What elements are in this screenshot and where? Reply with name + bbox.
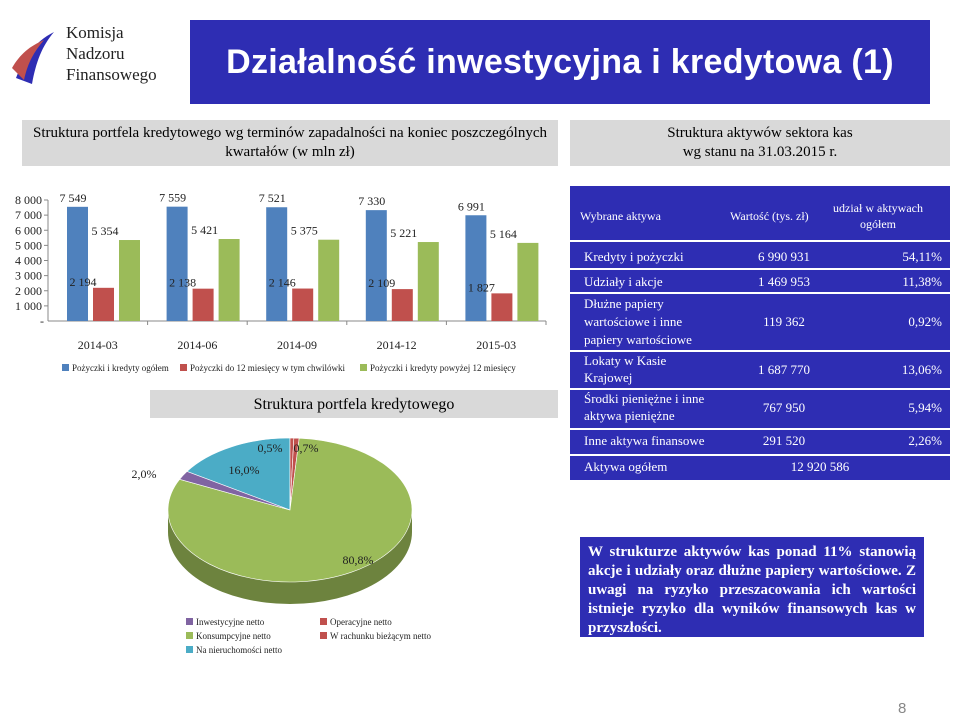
summary-text: W strukturze aktywów kas ponad 11% stanowią akcje i udziały oraz dłużne papiery wartościowe. Z uwagi na ryzyko przeszacowania ich wartości istnieje ryzyko dla wyników finansowych kas w przyszłości. <box>588 544 916 636</box>
bar-data-label: 7 521 <box>258 191 286 206</box>
row-3-value: 119 362 <box>763 314 805 329</box>
bar <box>292 289 313 321</box>
bar-data-label: 2 194 <box>69 274 97 289</box>
credit-portfolio-heading <box>22 120 558 166</box>
bar <box>219 239 240 321</box>
row-6-share: 2,26% <box>908 433 942 448</box>
bar <box>366 210 387 321</box>
legend-swatch <box>186 618 193 625</box>
legend-swatch <box>360 364 367 371</box>
y-tick-label: 8 000 <box>15 193 42 207</box>
bar-data-label: 6 991 <box>457 199 485 214</box>
legend-swatch <box>62 364 69 371</box>
row-4-name-line-1: Lokaty w Kasie <box>584 353 667 368</box>
bar-data-label: 7 549 <box>59 190 87 205</box>
y-tick-label: 3 000 <box>15 268 42 283</box>
y-tick-label: 6 000 <box>15 223 42 238</box>
table-divider <box>570 240 950 242</box>
legend-label: Pożyczki i kredyty powyżej 12 miesięcy <box>370 363 516 373</box>
legend-swatch <box>180 364 187 371</box>
legend-label: Konsumpcyjne netto <box>196 631 271 641</box>
page-title: Działalność inwestycyjna i kredytowa (1) <box>226 42 894 81</box>
bar <box>193 289 214 321</box>
bar-data-label: 7 559 <box>159 190 187 205</box>
legend-label: Pożyczki i kredyty ogółem <box>72 363 169 373</box>
row-5-value: 767 950 <box>762 400 806 415</box>
row-3-share: 0,92% <box>908 314 942 329</box>
logo-line-1: Komisja <box>66 23 124 42</box>
row-2-name: Udziały i akcje <box>584 274 663 289</box>
pie-chart-title-text: Struktura portfela kredytowego <box>253 395 455 413</box>
pie-chart-title <box>150 390 558 418</box>
table-divider <box>570 350 950 352</box>
y-tick-label: 2 000 <box>15 283 42 298</box>
row-7-value: 12 920 586 <box>790 459 850 474</box>
y-tick-label: 4 000 <box>15 253 42 268</box>
table-header-assets: Wybrane aktywa <box>580 209 661 223</box>
table-header-share: udział w aktywach ogółem <box>833 201 923 231</box>
table-divider <box>570 428 950 430</box>
bar-data-label: 5 221 <box>390 226 418 241</box>
bar-data-label: 5 375 <box>290 223 318 238</box>
legend-label: Inwestycyjne netto <box>196 617 265 627</box>
bar <box>266 207 287 321</box>
row-1-value: 6 990 931 <box>758 249 810 264</box>
bar <box>167 207 188 321</box>
x-tick-label: 2014-09 <box>277 338 317 352</box>
bar <box>465 215 486 321</box>
bar <box>418 242 439 321</box>
row-2-share: 11,38% <box>902 274 942 289</box>
bar <box>119 240 140 321</box>
credit-portfolio-heading-text: Struktura portfela kredytowego wg terminów zapadalności na koniec poszczególnych kwartałów (w mln zł) <box>33 125 547 160</box>
bar-data-label: 5 421 <box>191 223 219 238</box>
knf-logo-icon <box>10 28 62 88</box>
row-3-name-line-2: wartościowe i inne <box>584 314 683 329</box>
bar-data-label: 5 164 <box>489 226 517 241</box>
bar-data-label: 7 330 <box>358 194 386 209</box>
row-1-name: Kredyty i pożyczki <box>584 249 684 264</box>
y-tick-label: 7 000 <box>15 208 42 223</box>
legend-label: Pożyczki do 12 miesięcy w tym chwilówki <box>190 363 345 373</box>
pie-data-label: 2,0% <box>131 467 157 481</box>
bar <box>392 289 413 321</box>
table-divider <box>570 454 950 456</box>
title-bar <box>190 20 930 104</box>
bar <box>67 207 88 321</box>
row-6-name: Inne aktywa finansowe <box>584 433 705 448</box>
y-tick-label: 5 000 <box>15 238 42 253</box>
bar <box>517 243 538 321</box>
table-divider <box>570 268 950 270</box>
legend-swatch <box>320 632 327 639</box>
y-tick-label: 1 000 <box>15 298 42 313</box>
bar <box>491 293 512 321</box>
credit-maturity-bar-chart <box>0 180 560 390</box>
y-tick-label: - <box>40 314 44 328</box>
row-4-name-line-2: Krajowej <box>584 370 633 385</box>
row-2-value: 1 469 953 <box>758 274 810 289</box>
row-4-value: 1 687 770 <box>758 362 810 377</box>
pie-data-label: 16,0% <box>228 463 260 477</box>
bar-data-label: 2 146 <box>268 275 296 290</box>
row-5-name-line-1: Środki pieniężne i inne <box>584 391 705 406</box>
assets-heading-line-2: wg stanu na 31.03.2015 r. <box>682 144 838 160</box>
bar-data-label: 2 109 <box>368 276 396 291</box>
row-6-value: 291 520 <box>762 433 806 448</box>
row-4-share: 13,06% <box>901 362 942 377</box>
x-tick-label: 2015-03 <box>476 338 517 352</box>
page-number: 8 <box>898 700 907 717</box>
legend-label: W rachunku bieżącym netto <box>330 631 432 641</box>
row-5-name-line-2: aktywa pieniężne <box>584 408 675 423</box>
bar <box>93 288 114 321</box>
bar-data-label: 5 354 <box>91 224 119 239</box>
bar-data-label: 2 138 <box>169 275 197 290</box>
pie-data-label: 0,5% <box>257 441 283 455</box>
bar <box>318 240 339 321</box>
credit-portfolio-pie-chart <box>110 420 560 660</box>
assets-table <box>570 186 950 480</box>
legend-label: Operacyjne netto <box>330 617 392 627</box>
row-5-share: 5,94% <box>908 400 942 415</box>
legend-label: Na nieruchomości netto <box>196 645 282 655</box>
x-tick-label: 2014-06 <box>177 338 218 352</box>
row-3-name-line-3: papiery wartościowe <box>584 332 692 347</box>
pie-data-label: 0,7% <box>293 441 319 455</box>
summary-box <box>580 537 924 637</box>
logo-text <box>66 22 157 85</box>
legend-swatch <box>186 632 193 639</box>
logo-line-2: Nadzoru <box>66 44 125 63</box>
row-7-name: Aktywa ogółem <box>584 459 668 474</box>
table-divider <box>570 292 950 294</box>
x-tick-label: 2014-03 <box>77 338 118 352</box>
x-tick-label: 2014-12 <box>376 338 417 352</box>
pie-data-label: 80,8% <box>342 553 374 567</box>
row-1-share: 54,11% <box>902 249 942 264</box>
legend-swatch <box>186 646 193 653</box>
row-3-name-line-1: Dłużne papiery <box>584 296 664 311</box>
table-divider <box>570 388 950 390</box>
legend-swatch <box>320 618 327 625</box>
bar-data-label: 1 827 <box>467 280 495 295</box>
assets-structure-heading <box>570 120 950 166</box>
table-header-value: Wartość (tys. zł) <box>730 209 809 223</box>
knf-logo <box>10 22 170 92</box>
logo-line-3: Finansowego <box>66 65 157 84</box>
assets-heading-line-1: Struktura aktywów sektora kas <box>667 125 853 141</box>
